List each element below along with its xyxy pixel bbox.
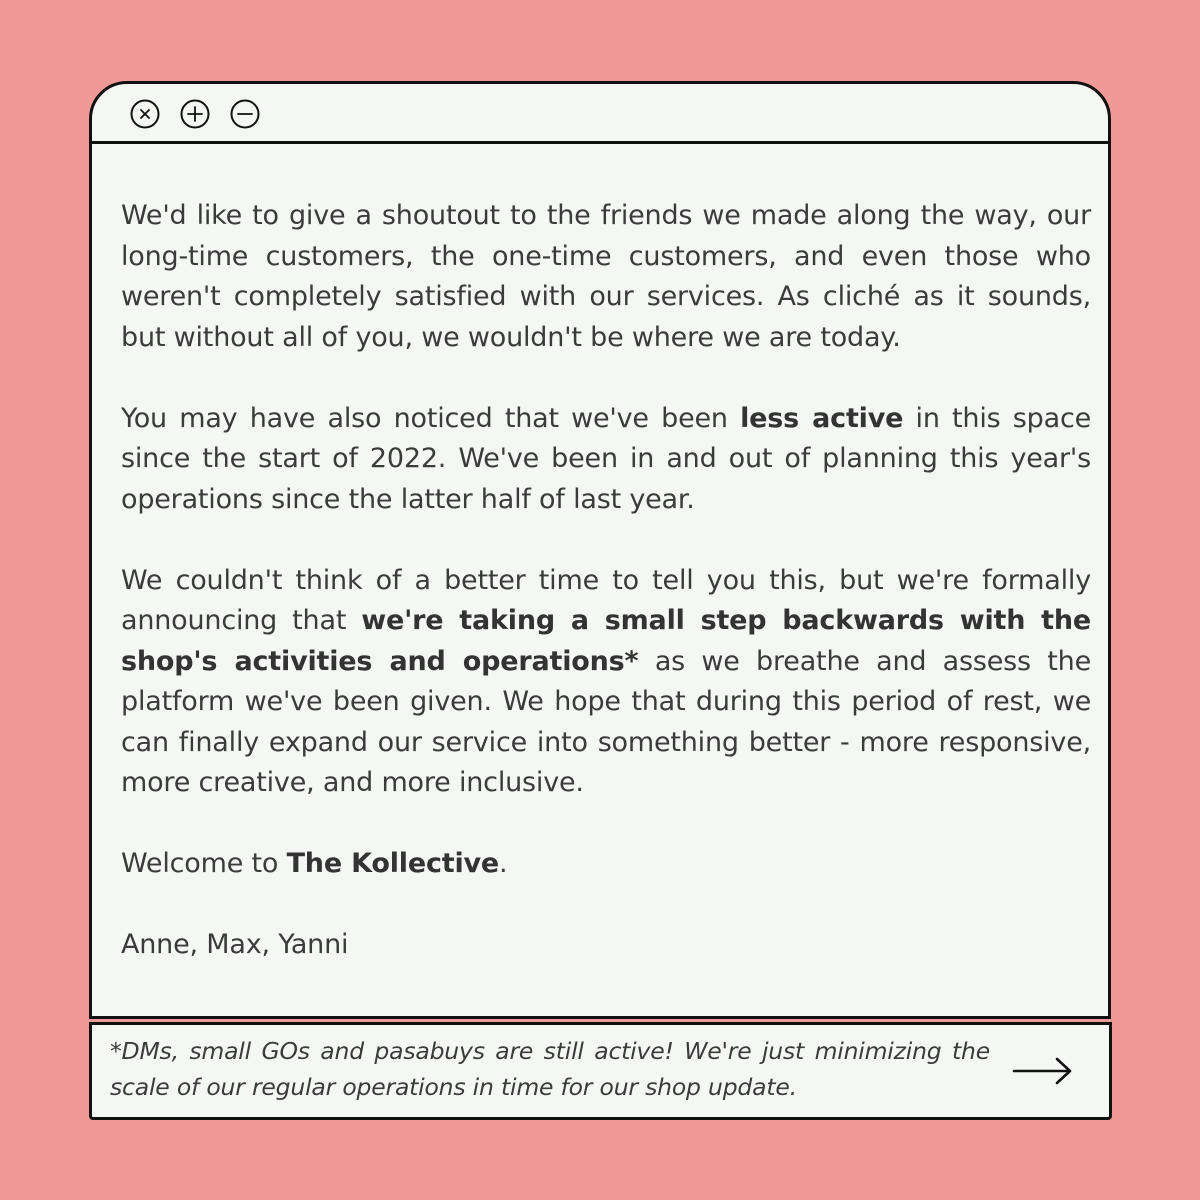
emphasis-announcement: we're taking a small step backwards with the shop's activities and operations* (121, 605, 1091, 677)
app-window (89, 81, 1111, 1019)
paragraph-text: You may have also noticed that we've been (121, 402, 741, 434)
paragraph-announcement (121, 561, 1091, 804)
close-icon[interactable] (130, 99, 160, 129)
paragraph-less-active (121, 399, 1091, 521)
paragraph-text: . (499, 848, 508, 879)
paragraph-text: in this space since the start of 2022. We've been in and out of planning this year's operations since the latter half of last year. (121, 402, 1091, 515)
plus-icon[interactable] (180, 99, 210, 129)
window-titlebar (92, 84, 1108, 144)
paragraph-text: as we breathe and assess the platform we've been given. We hope that during this period of rest, we can finally expand our service into something better - more responsive, more creative, and more inclusive. (121, 645, 1091, 798)
arrow-right-icon[interactable] (1012, 1053, 1074, 1089)
paragraph-welcome (121, 844, 1091, 885)
emphasis-less-active: less active (740, 402, 904, 434)
minus-icon[interactable] (230, 99, 260, 129)
brand-name: The Kollective (286, 848, 500, 879)
letter-body (121, 196, 1091, 966)
paragraph-text: Welcome to (121, 848, 287, 879)
footnote-bar (89, 1022, 1112, 1120)
paragraph-text: We couldn't think of a better time to tell you this, but we're formally announcing that (121, 564, 1091, 636)
signature: Anne, Max, Yanni (121, 929, 349, 960)
footnote-text: *DMs, small GOs and pasabuys are still active! We're just minimizing the scale of our regular operations in time for our shop update. (110, 1037, 990, 1101)
paragraph-shoutout: We'd like to give a shoutout to the friends we made along the way, our long-time customers, the one-time customers, and even those who weren't completely satisfied with our services. As cliché as it sounds, but without all of you, we wouldn't be where we are today. (121, 200, 1091, 353)
